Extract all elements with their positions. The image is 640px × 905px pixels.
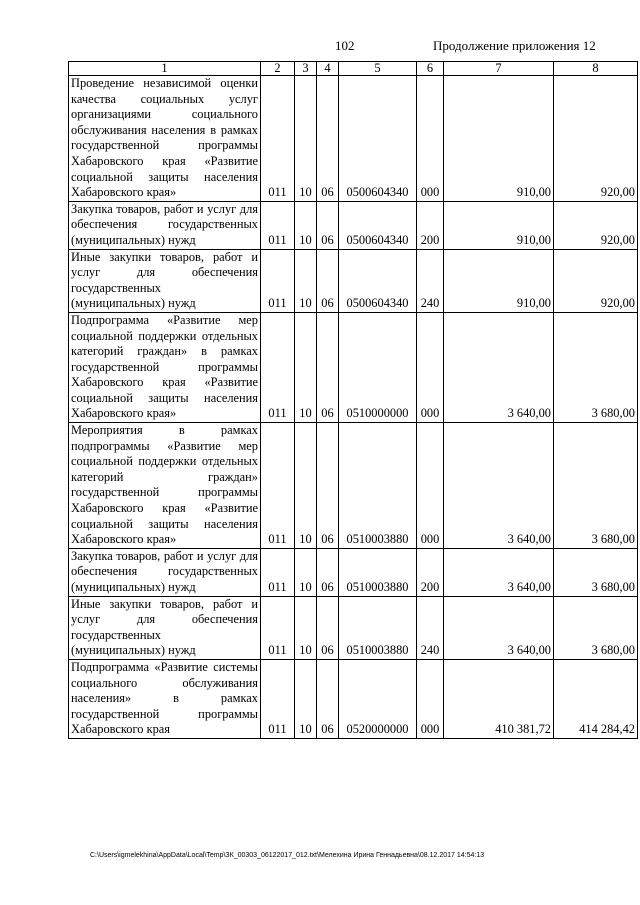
row-name-cell: Подпрограмма «Развитие мер социальной поддержки отдельных категорий граждан» в рамках государственной программы Хабаровского края «Развитие социальной защиты населения Хабаровского края» [69,312,261,422]
ministry-code-cell: 011 [261,249,295,312]
section-code-cell: 10 [295,76,317,202]
amount-year1-cell: 3 640,00 [444,596,554,659]
amount-year2-cell: 414 284,42 [554,659,638,738]
target-article-cell: 0500604340 [339,201,417,249]
subsection-code-cell: 06 [317,659,339,738]
ministry-code-cell: 011 [261,548,295,596]
target-article-cell: 0510000000 [339,312,417,422]
target-article-cell: 0510003880 [339,548,417,596]
table-row [69,548,638,596]
target-article-cell: 0500604340 [339,249,417,312]
amount-year2-cell: 920,00 [554,76,638,202]
subsection-code-cell: 06 [317,249,339,312]
row-name-cell: Закупка товаров, работ и услуг для обеспечения государственных (муниципальных) нужд [69,201,261,249]
amount-year2-cell: 920,00 [554,201,638,249]
budget-table [68,61,638,739]
expense-type-cell: 240 [417,249,444,312]
ministry-code-cell: 011 [261,312,295,422]
subsection-code-cell: 06 [317,201,339,249]
row-name-cell: Иные закупки товаров, работ и услуг для обеспечения государственных (муниципальных) нужд [69,596,261,659]
amount-year1-cell: 910,00 [444,249,554,312]
ministry-code-cell: 011 [261,201,295,249]
section-code-cell: 10 [295,659,317,738]
subsection-code-cell: 06 [317,76,339,202]
appendix-continuation-title: Продолжение приложения 12 [433,38,596,53]
row-name-cell: Проведение независимой оценки качества социальных услуг организациями социального обслуживания населения в рамках государственной программы Хабаровского края «Развитие социальной защиты населения Хабаровского края» [69,76,261,202]
expense-type-cell: 240 [417,596,444,659]
section-code-cell: 10 [295,423,317,549]
amount-year1-cell: 3 640,00 [444,312,554,422]
amount-year2-cell: 920,00 [554,249,638,312]
table-row [69,312,638,422]
amount-year1-cell: 3 640,00 [444,423,554,549]
column-header: 2 [261,62,295,76]
amount-year2-cell: 3 680,00 [554,423,638,549]
target-article-cell: 0520000000 [339,659,417,738]
ministry-code-cell: 011 [261,423,295,549]
amount-year2-cell: 3 680,00 [554,596,638,659]
subsection-code-cell: 06 [317,548,339,596]
amount-year1-cell: 910,00 [444,76,554,202]
table-row [69,596,638,659]
table-row [69,249,638,312]
ministry-code-cell: 011 [261,596,295,659]
expense-type-cell: 200 [417,201,444,249]
amount-year2-cell: 3 680,00 [554,312,638,422]
section-code-cell: 10 [295,312,317,422]
row-name-cell: Подпрограмма «Развитие системы социального обслуживания населения» в рамках государственной программы Хабаровского края [69,659,261,738]
expense-type-cell: 000 [417,76,444,202]
file-path-footer: C:\Users\igmelekhina\AppData\Local\Temp\ЗК_00303_06122017_012.txt\Мелехина Ирина Геннадьевна\08.12.2017 14:54:13 [90,852,485,859]
subsection-code-cell: 06 [317,423,339,549]
column-header: 3 [295,62,317,76]
page-number: 102 [335,38,355,53]
subsection-code-cell: 06 [317,596,339,659]
row-name-cell: Мероприятия в рамках подпрограммы «Развитие мер социальной поддержки отдельных категорий граждан» государственной программы Хабаровского края «Развитие социальной защиты населения Хабаровского края» [69,423,261,549]
section-code-cell: 10 [295,249,317,312]
column-header: 5 [339,62,417,76]
amount-year1-cell: 910,00 [444,201,554,249]
expense-type-cell: 000 [417,423,444,549]
section-code-cell: 10 [295,596,317,659]
column-header: 4 [317,62,339,76]
amount-year1-cell: 410 381,72 [444,659,554,738]
target-article-cell: 0510003880 [339,423,417,549]
table-row [69,659,638,738]
ministry-code-cell: 011 [261,659,295,738]
row-name-cell: Закупка товаров, работ и услуг для обеспечения государственных (муниципальных) нужд [69,548,261,596]
table-row [69,76,638,202]
amount-year1-cell: 3 640,00 [444,548,554,596]
column-header: 8 [554,62,638,76]
column-header: 7 [444,62,554,76]
column-header: 1 [69,62,261,76]
section-code-cell: 10 [295,548,317,596]
table-header-row [69,62,638,76]
expense-type-cell: 000 [417,312,444,422]
table-row [69,423,638,549]
amount-year2-cell: 3 680,00 [554,548,638,596]
expense-type-cell: 000 [417,659,444,738]
subsection-code-cell: 06 [317,312,339,422]
section-code-cell: 10 [295,201,317,249]
target-article-cell: 0510003880 [339,596,417,659]
ministry-code-cell: 011 [261,76,295,202]
row-name-cell: Иные закупки товаров, работ и услуг для обеспечения государственных (муниципальных) нужд [69,249,261,312]
column-header: 6 [417,62,444,76]
target-article-cell: 0500604340 [339,76,417,202]
expense-type-cell: 200 [417,548,444,596]
table-row [69,201,638,249]
